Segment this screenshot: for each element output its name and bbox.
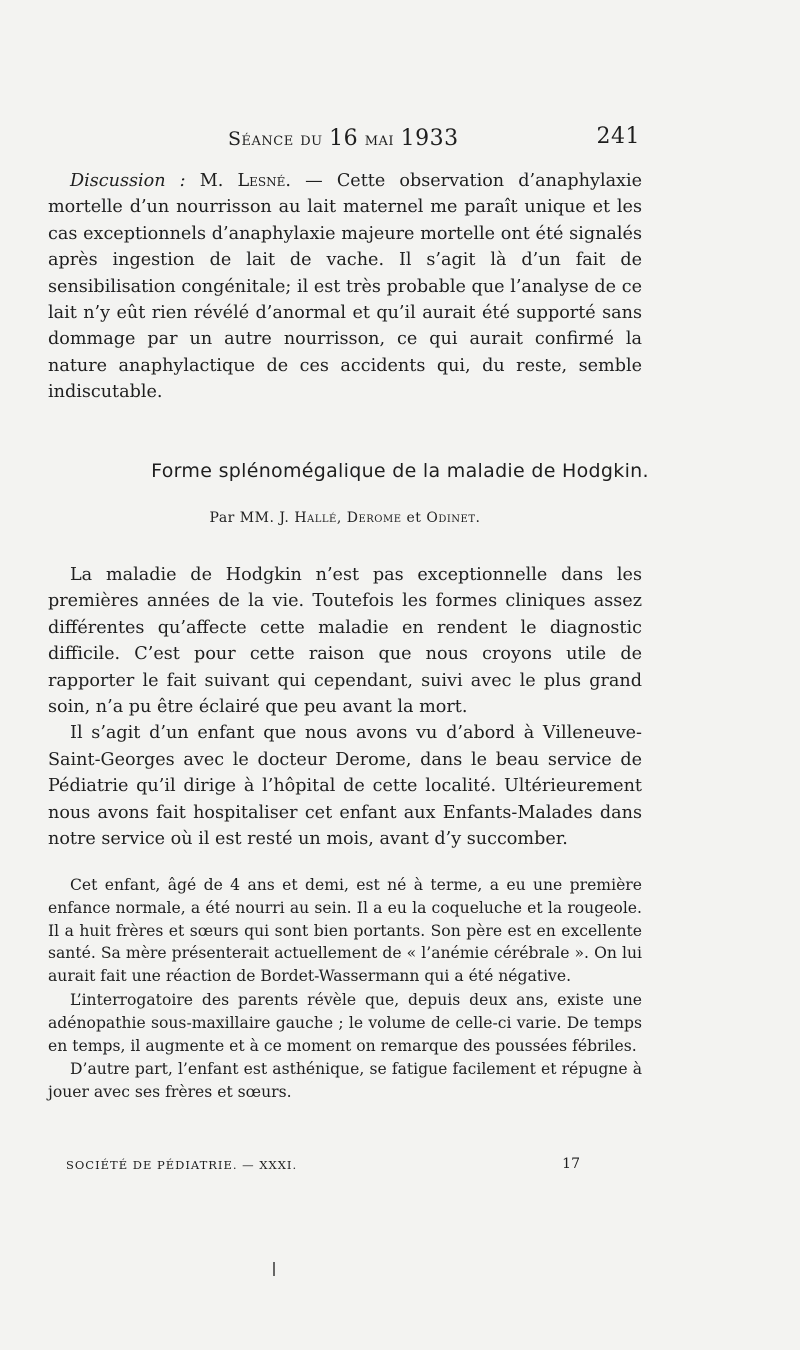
case-report — [48, 874, 642, 1104]
case-paragraph: D’autre part, l’enfant est asthénique, se fatigue facilement et répugne à jouer avec ses frères et sœurs. — [48, 1060, 642, 1102]
article-title: Forme splénomégalique de la maladie de Hodgkin. — [151, 460, 649, 482]
page-number: 241 — [596, 124, 640, 149]
article-authors: Par MM. J. Hallé, Derome et Odinet. — [209, 510, 481, 526]
speaker-name: Lesné. — [237, 171, 291, 191]
discussion-paragraph: Discussion : M. Lesné. — Cette observation d’anaphylaxie mortelle d’un nourrisson au lait maternel me paraît unique et les cas exceptionnels d’anaphylaxie majeure mortelle ont été signalés après ingestion de lait de vache. Il s’agit là d’un fait de sensibilisation congénitale; il est très probable que l’analyse de ce lait n’y eût rien révélé d’anormal et qu’il aurait été supporté sans dommage par un autre nourrisson, ce qui aurait confirmé la nature anaphylactique de ces accidents qui, du reste, semble indiscutable. — [48, 171, 643, 403]
case-paragraph: L’interrogatoire des parents révèle que, depuis deux ans, existe une adénopathie sous-maxillaire gauche ; le volume de celle-ci varie. De temps en temps, il augmente et à ce moment on remarque des poussées fébriles. — [48, 990, 642, 1055]
discussion-label: Discussion : — [70, 171, 186, 191]
running-title: Séance du 16 mai 1933 — [228, 126, 459, 151]
page-footer — [66, 1158, 580, 1172]
signature-mark: 17 — [562, 1156, 580, 1172]
body-paragraph: Il s’agit d’un enfant que nous avons vu d’abord à Villeneuve-Saint-Georges avec le docteur Derome, dans le beau service de Pédiatrie qu’il dirige à l’hôpital de cette localité. Ultérieurement nous avons fait hospitaliser cet enfant aux Enfants-Malades dans notre service où il est resté un mois, avant d’y succomber. — [48, 723, 642, 850]
discussion-text: — Cette observation d’anaphylaxie mortelle d’un nourrisson au lait maternel me paraît unique et les cas exceptionnels d’anaphylaxie majeure mortelle ont été signalés après ingestion de lait de vache. Il s’agit là d’un fait de sensibilisation congénitale; il est très probable que l’analyse de ce lait n’y eût rien révélé d’anormal et qu’il aurait été supporté sans dommage par un autre nourrisson, ce qui aurait confirmé la nature anaphylactique de ces accidents qui, du reste, semble indiscutable. — [48, 171, 643, 403]
running-header — [228, 126, 640, 151]
journal-line: SOCIÉTÉ DE PÉDIATRIE. — XXXI. — [66, 1158, 298, 1172]
body-paragraph: La maladie de Hodgkin n’est pas exceptionnelle dans les premières années de la vie. Toutefois les formes cliniques assez différentes qu’affecte cette maladie en rendent le diagnostic difficile. C’est pour cette raison que nous croyons utile de rapporter le fait suivant qui cependant, suivi avec le plus grand soin, n’a pu être éclairé que peu avant la mort. — [48, 565, 642, 718]
print-mark — [273, 1262, 275, 1276]
article-body — [48, 562, 642, 852]
case-paragraph: Cet enfant, âgé de 4 ans et demi, est né à terme, a eu une première enfance normale, a été nourri au sein. Il a eu la coqueluche et la rougeole. Il a huit frères et sœurs qui sont bien portants. Son père est en excellente santé. Sa mère présenterait actuellement de « l’anémie cérébrale ». On lui aurait fait une réaction de Bordet-Wassermann qui a été négative. — [48, 876, 642, 986]
